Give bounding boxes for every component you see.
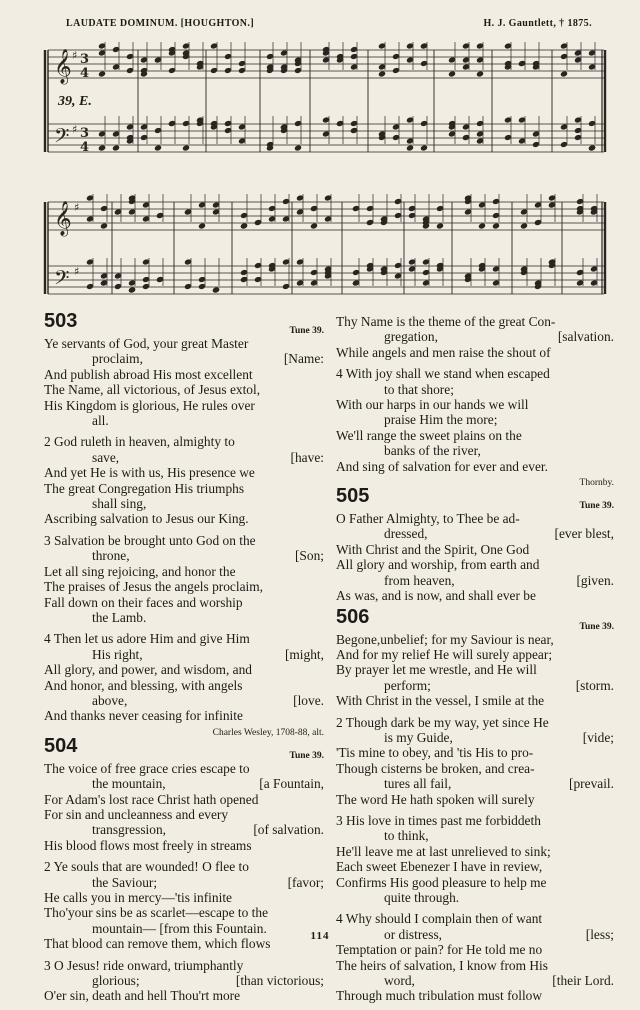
hymn-number: 504 (44, 734, 78, 757)
verse-line-text: The Name, all victorious, of Jesus extol, (44, 382, 261, 398)
verse-line-text: His blood flows most freely in streams (44, 837, 252, 853)
verse-line (44, 890, 324, 905)
verse-line-text: The word He hath spoken will surely (336, 791, 535, 807)
verse-line (336, 526, 614, 541)
verse-line-text: to that shore; (384, 381, 454, 397)
verse-line-runover: [Name: (283, 351, 324, 367)
verse-line (44, 631, 324, 646)
verse-line-text: With Christ in the vessel, I smile at the (336, 693, 545, 709)
verse-line (336, 511, 614, 526)
verse-line-text: With Christ and the Spirit, One God (336, 541, 530, 557)
hymn-verse (336, 511, 614, 603)
verse-line-runover: [than victorious; (235, 973, 324, 989)
page-header (66, 18, 592, 34)
verse-line-text: Ye servants of God, your great Master (44, 336, 249, 351)
verse-line (44, 776, 324, 791)
note-head (98, 144, 106, 151)
bass-clef: 𝄢 (54, 266, 70, 294)
composer-credit: H. J. Gauntlett, † 1875. (483, 18, 592, 29)
note-head (478, 222, 486, 229)
verse-line-text: praise Him the more; (384, 412, 498, 428)
note-head (98, 70, 106, 77)
verse-line (336, 844, 614, 859)
verse-line-text: His right, (92, 646, 143, 662)
verse-line-text: He'll leave me at last unrelieved to sink; (336, 843, 551, 859)
hymn-number: 503 (44, 310, 78, 332)
verse-line (336, 693, 614, 708)
verse-line-text: Begone,unbelief; for my Saviour is near, (336, 631, 554, 647)
verse-line (336, 366, 614, 381)
verse-line-text: to think, (384, 828, 429, 844)
verse-line (44, 693, 324, 708)
verse-line (44, 398, 324, 413)
verse-line-text: save, (92, 449, 120, 465)
hymn-heading (336, 485, 614, 512)
verse-line-text: perform; (384, 677, 431, 693)
verse-line (44, 647, 324, 662)
verse-line-text: And publish abroad His most excellent (44, 366, 253, 382)
music-system-1 (42, 38, 610, 168)
verse-line-text: 2 God ruleth in heaven, almighty to (44, 434, 235, 450)
verse-line (44, 496, 324, 511)
treble-clef: 𝄞 (54, 49, 72, 84)
verse-line (336, 428, 614, 443)
verse-line (336, 776, 614, 791)
bass-clef: 𝄢 (54, 124, 70, 152)
key-sharp: ♯ (72, 123, 78, 136)
verse-line-text: 2 Ye souls that are wounded! O flee to (44, 859, 249, 875)
verse-line (336, 942, 614, 957)
note-head (588, 144, 596, 151)
key-sharp: ♯ (72, 49, 78, 62)
verse-line (44, 413, 324, 428)
verse-line-text: And yet He is with us, His presence we (44, 465, 255, 481)
verse-line-runover: [of salvation. (253, 822, 324, 838)
hymn-verse (336, 366, 614, 474)
verse-line-runover: [favor; (287, 874, 324, 890)
note-head (476, 70, 484, 77)
verse-line-runover: [Son; (294, 548, 324, 564)
note-head (128, 286, 136, 293)
verse-line-text: Though cisterns be broken, and crea- (336, 760, 535, 776)
verse-line (336, 345, 614, 360)
verse-line-runover: [ever blest, (554, 526, 614, 542)
verse-line (336, 730, 614, 745)
verse-line-text: word, (384, 973, 415, 989)
time-signature: 3 (80, 52, 90, 67)
time-signature: 3 (80, 126, 90, 141)
verse-line (44, 905, 324, 920)
verse-line-runover: [vide; (582, 729, 614, 745)
verse-line-text: 3 Salvation be brought unto God on the (44, 532, 256, 548)
verse-line-text: the Saviour; (92, 874, 158, 890)
verse-line-text: The praises of Jesus the angels proclaim, (44, 579, 264, 595)
verse-line (44, 761, 324, 776)
verse-line-text: quite through. (384, 890, 460, 905)
hymn-heading (44, 310, 324, 336)
verse-line (44, 875, 324, 890)
verse-line-text: And for my relief He will surely appear; (336, 646, 553, 662)
verse-line-text: Each sweet Ebenezer I have in review, (336, 859, 543, 875)
verse-line-text: 4 Why should I complain then of want (336, 911, 543, 927)
verse-line-text: all. (92, 413, 109, 429)
verse-line (336, 678, 614, 693)
verse-line-text: 4 Then let us adore Him and give Him (44, 631, 250, 647)
verse-line (44, 465, 324, 480)
verse-line-text: All glory, and power, and wisdom, and (44, 662, 252, 678)
verse-line-text: He calls you in mercy—'tis infinite (44, 890, 232, 905)
note-head (436, 222, 444, 229)
verse-line (336, 397, 614, 412)
hymn-verse (44, 533, 324, 625)
verse-line (336, 314, 614, 329)
key-sharp: ♯ (74, 201, 80, 214)
verse-line-text: dressed, (384, 526, 428, 542)
hymn-verse (44, 958, 324, 1004)
verse-line (44, 533, 324, 548)
verse-line (44, 434, 324, 449)
verse-line-text: For Adam's lost race Christ hath opened (44, 791, 259, 807)
verse-line-text: from heaven, (384, 572, 455, 588)
verse-line-text: That blood can remove them, which flows (44, 936, 271, 952)
verse-line-runover: [might, (284, 646, 324, 662)
verse-line-text: shall sing, (92, 496, 147, 512)
verse-line (336, 443, 614, 458)
hymn-number: 506 (336, 605, 370, 628)
verse-line (44, 336, 324, 351)
verse-line (336, 573, 614, 588)
verse-line (336, 632, 614, 647)
verse-line-text: 3 O Jesus! ride onward, triumphantly (44, 957, 244, 973)
verse-line (336, 958, 614, 973)
note-head (406, 144, 414, 151)
verse-line-runover: [given. (576, 572, 614, 588)
verse-line (336, 988, 614, 1003)
verse-line-text: All glory and worship, from earth and (336, 557, 540, 573)
verse-line (44, 708, 324, 723)
verse-line (44, 595, 324, 610)
verse-line-text: proclaim, (92, 351, 143, 367)
verse-line (336, 542, 614, 557)
left-column (44, 310, 324, 1010)
verse-line-text: Fall down on their faces and worship (44, 594, 243, 610)
hymn-verse (44, 336, 324, 428)
hymn-attribution: Thornby. (579, 478, 614, 489)
hymn-number: 505 (336, 485, 370, 508)
verse-line (336, 813, 614, 828)
verse-line (44, 807, 324, 822)
verse-line (336, 662, 614, 677)
note-head (294, 144, 302, 151)
verse-line (44, 958, 324, 973)
verse-line-runover: [salvation. (557, 329, 614, 345)
verse-line-text: Ascribing salvation to Jesus our King. (44, 511, 249, 527)
page-number: 114 (310, 930, 330, 942)
verse-line-text: We'll range the sweet plains on the (336, 427, 522, 443)
verse-line (44, 450, 324, 465)
verse-line (44, 564, 324, 579)
verse-line (336, 647, 614, 662)
verse-line (44, 367, 324, 382)
hymn-verse (44, 434, 324, 526)
verse-line-runover: [their Lord. (552, 973, 614, 989)
verse-line-text: 4 With joy shall we stand when escaped (336, 366, 550, 382)
note-head (492, 222, 500, 229)
tune-meter: 39, E. (58, 94, 92, 109)
hymn-tune-reference: Tune 39. (289, 326, 324, 336)
verse-line-text: gregation, (384, 329, 438, 345)
verse-line (336, 557, 614, 572)
verse-line-text: 'Tis mine to obey, and 'tis His to pro- (336, 745, 534, 761)
verse-line (336, 911, 614, 926)
hymn-verse (336, 715, 614, 807)
verse-line-text: tures all fail, (384, 776, 452, 792)
verse-line-text: The voice of free grace cries escape to (44, 760, 250, 776)
hymn-verse (336, 314, 614, 360)
verse-line-text: above, (92, 692, 128, 708)
verse-line-runover: [have: (290, 449, 324, 465)
verse-line-text: Let all sing rejoicing, and honor the (44, 563, 236, 579)
verse-line-text: The great Congregation His triumphs (44, 480, 245, 496)
verse-line-text: By prayer let me wrestle, and He will (336, 662, 537, 678)
verse-line (44, 351, 324, 366)
note-head (378, 70, 386, 77)
verse-line-text: throne, (92, 548, 130, 564)
note-head (154, 144, 162, 151)
verse-line (44, 548, 324, 563)
verse-line-text: And honor, and blessing, with angels (44, 677, 243, 693)
verse-line (44, 511, 324, 526)
verse-line (336, 761, 614, 776)
hymn-verse (44, 631, 324, 723)
verse-line (44, 610, 324, 625)
note-head (420, 144, 428, 151)
verse-line-text: Temptation or pain? for He told me no (336, 942, 543, 958)
hymn-heading (44, 734, 324, 761)
verse-line (336, 890, 614, 905)
note-head (100, 222, 108, 229)
hymn-heading (336, 605, 614, 632)
verse-line-runover: [less; (585, 926, 614, 942)
hymn-tune-reference: Tune 39. (289, 750, 324, 761)
verse-line (44, 662, 324, 677)
verse-line (44, 792, 324, 807)
verse-line (336, 875, 614, 890)
verse-line-text: the mountain, (92, 776, 166, 792)
verse-line-text: the Lamb. (92, 609, 147, 625)
music-system-2 (42, 190, 610, 308)
verse-line-text: As was, and is now, and shall ever be (336, 588, 536, 604)
note-head (198, 222, 206, 229)
verse-line-text: For sin and uncleanness and every (44, 806, 229, 822)
hymn-verse (336, 813, 614, 905)
verse-line-runover: [prevail. (569, 776, 614, 792)
verse-line-text: mountain— [from this Fountain. (92, 920, 267, 936)
note-head (448, 70, 456, 77)
verse-line (336, 382, 614, 397)
note-head (560, 70, 568, 77)
note-head (240, 222, 248, 229)
verse-line (44, 988, 324, 1003)
verse-line-text: Through much tribulation must follow (336, 988, 543, 1004)
time-signature: 4 (80, 140, 90, 155)
verse-line (44, 481, 324, 496)
verse-line (44, 382, 324, 397)
verse-line (336, 329, 614, 344)
verse-line (336, 588, 614, 603)
tune-title: LAUDATE DOMINUM. [HOUGHTON.] (66, 18, 255, 29)
verse-line (44, 838, 324, 853)
verse-line-text: While angels and men raise the shout of (336, 344, 551, 360)
note-head (182, 144, 190, 151)
verse-line-text: O'er sin, death and hell Thou'rt more (44, 988, 241, 1004)
note-head (310, 222, 318, 229)
hymn-attribution: Charles Wesley, 1708-88, alt. (212, 727, 324, 738)
verse-line (336, 745, 614, 760)
verse-line (336, 715, 614, 730)
verse-line (336, 412, 614, 427)
music-staff-system (42, 38, 610, 168)
verse-line-text: or distress, (384, 926, 443, 942)
verse-line-text: 3 His love in times past me forbiddeth (336, 812, 541, 828)
verse-line-runover: [storm. (575, 677, 614, 693)
verse-line-text: The heirs of salvation, I know from His (336, 957, 548, 973)
key-sharp: ♯ (74, 265, 80, 278)
verse-line (336, 828, 614, 843)
verse-line-text: With our harps in our hands we will (336, 397, 529, 413)
hymn-verse (336, 911, 614, 1003)
hymn-tune-reference: Tune 39. (579, 501, 614, 512)
verse-line-runover: [a Fountain, (259, 776, 324, 792)
verse-line (336, 459, 614, 474)
verse-line-text: O Father Almighty, to Thee be ad- (336, 511, 520, 527)
hymn-tune-reference: Tune 39. (579, 621, 614, 632)
treble-clef: 𝄞 (54, 201, 72, 236)
verse-line-text: And thanks never ceasing for infinite (44, 708, 243, 724)
verse-line-text: transgression, (92, 822, 167, 838)
verse-line-text: is my Guide, (384, 729, 453, 745)
time-signature: 4 (80, 66, 90, 81)
music-staff-system (42, 190, 610, 308)
hymn-verse (336, 632, 614, 709)
verse-line (44, 859, 324, 874)
verse-line (336, 973, 614, 988)
verse-line-text: And sing of salvation for ever and ever. (336, 458, 548, 474)
verse-line (44, 579, 324, 594)
note-head (212, 286, 220, 293)
verse-line-text: glorious; (92, 973, 140, 989)
verse-line-runover: [love. (293, 692, 324, 708)
verse-line (336, 859, 614, 874)
note-head (112, 144, 120, 151)
note-head (520, 222, 528, 229)
verse-line-text: 2 Though dark be my way, yet since He (336, 714, 549, 730)
verse-line (44, 822, 324, 837)
verse-line (44, 678, 324, 693)
verse-line-text: banks of the river, (384, 443, 481, 459)
verse-line-text: Tho'your sins be as scarlet—escape to the (44, 905, 269, 921)
verse-line (336, 792, 614, 807)
verse-line-text: Thy Name is the theme of the great Con- (336, 314, 556, 329)
hymn-verse (44, 761, 324, 853)
right-column (336, 314, 614, 1010)
verse-line-text: Confirms His good pleasure to help me (336, 874, 547, 890)
verse-line (44, 973, 324, 988)
verse-line-text: His Kingdom is glorious, He rules over (44, 397, 255, 413)
